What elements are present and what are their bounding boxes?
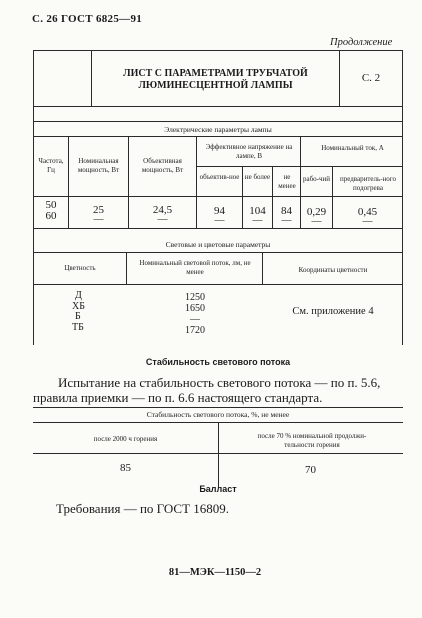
current-working-dash: — (311, 216, 322, 227)
stability-text-1: Испытание на стабильность светового потока — по п. 5.6, (58, 375, 381, 390)
color-b: Б (75, 311, 81, 322)
voltage-objective-value: 94 (214, 205, 225, 217)
continuation-label: Продолжение (330, 37, 393, 48)
electrical-heading: Электрические параметры лампы (164, 125, 272, 134)
footer-code: 81—МЭК—1150—2 (168, 567, 262, 578)
col-eff-voltage: Эффективное напряжение на лампе, В (205, 143, 293, 160)
coords-reference: См. приложение 4 (292, 306, 374, 317)
freq-50: 50 (45, 199, 57, 211)
page-ref: С. 26 ГОСТ 6825—91 (32, 13, 143, 25)
col-flux: Номинальный световой поток, лм, не менее (139, 259, 251, 276)
col-frequency: Частота, Гц (38, 157, 64, 174)
col-preheat: предваритель-ного подогрева (339, 175, 396, 192)
value-after-70pct: 70 (305, 464, 316, 476)
objective-power-value: 24,5 (152, 204, 173, 216)
ballast-text: Требования — по ГОСТ 16809. (56, 501, 230, 516)
flux-3: 1720 (185, 325, 205, 336)
ballast-heading: Балласт (199, 484, 237, 494)
col-after-70pct-line-2: тельности горения (284, 440, 340, 449)
objective-power-dash: — (157, 214, 168, 225)
col-nominal-current: Номинальный ток, А (321, 144, 384, 152)
voltage-objective-dash: — (214, 215, 225, 226)
stability-text-2: правила приемки — по п. 6.6 настоящего стандарта. (33, 390, 323, 405)
col-nominal-power: Номинальная мощность, Вт (77, 157, 120, 174)
col-coords: Координаты цветности (298, 266, 368, 274)
col-not-less: не менее (278, 173, 296, 190)
voltage-min-value: 84 (281, 205, 292, 217)
col-after-70pct-line-1: после 70 % номинальной продолжи- (257, 432, 367, 440)
color-d: Д (75, 290, 82, 301)
current-preheat-value: 0,45 (357, 206, 378, 218)
col-working: рабо-чий (302, 175, 330, 183)
title-line-2: ЛЮМИНЕСЦЕНТНОЙ ЛАМПЫ (138, 80, 293, 91)
col-after-2000h: после 2000 ч горения (93, 435, 158, 443)
freq-60: 60 (45, 210, 57, 222)
col-objective: объектив-ное (199, 173, 240, 181)
color-tb: ТБ (72, 321, 84, 333)
col-objective-power: Объективная мощность, Вт (141, 157, 184, 174)
nominal-power-dash: — (93, 214, 104, 225)
value-after-2000h: 85 (120, 462, 131, 474)
sheet-number: С. 2 (361, 72, 381, 84)
title-line-1: ЛИСТ С ПАРАМЕТРАМИ ТРУБЧАТОЙ (123, 68, 308, 79)
voltage-min-dash: — (281, 215, 292, 226)
current-working-value: 0,29 (306, 206, 327, 218)
col-not-more: не более (244, 173, 271, 181)
stability-heading: Стабильность светового потока (145, 357, 291, 367)
voltage-max-value: 104 (249, 205, 266, 217)
color-khb: ХБ (72, 300, 85, 312)
nominal-power-value: 25 (93, 204, 104, 216)
flux-1: 1250 (185, 292, 205, 303)
col-color: Цветность (64, 264, 96, 272)
light-heading: Световые и цветовые параметры (165, 240, 271, 249)
voltage-max-dash: — (252, 215, 263, 226)
flux-2: 1650 (185, 303, 205, 314)
current-preheat-dash: — (362, 216, 373, 227)
stability-table-heading: Стабильность светового потока, %, не менее (146, 410, 290, 419)
flux-dash: — (190, 314, 200, 325)
